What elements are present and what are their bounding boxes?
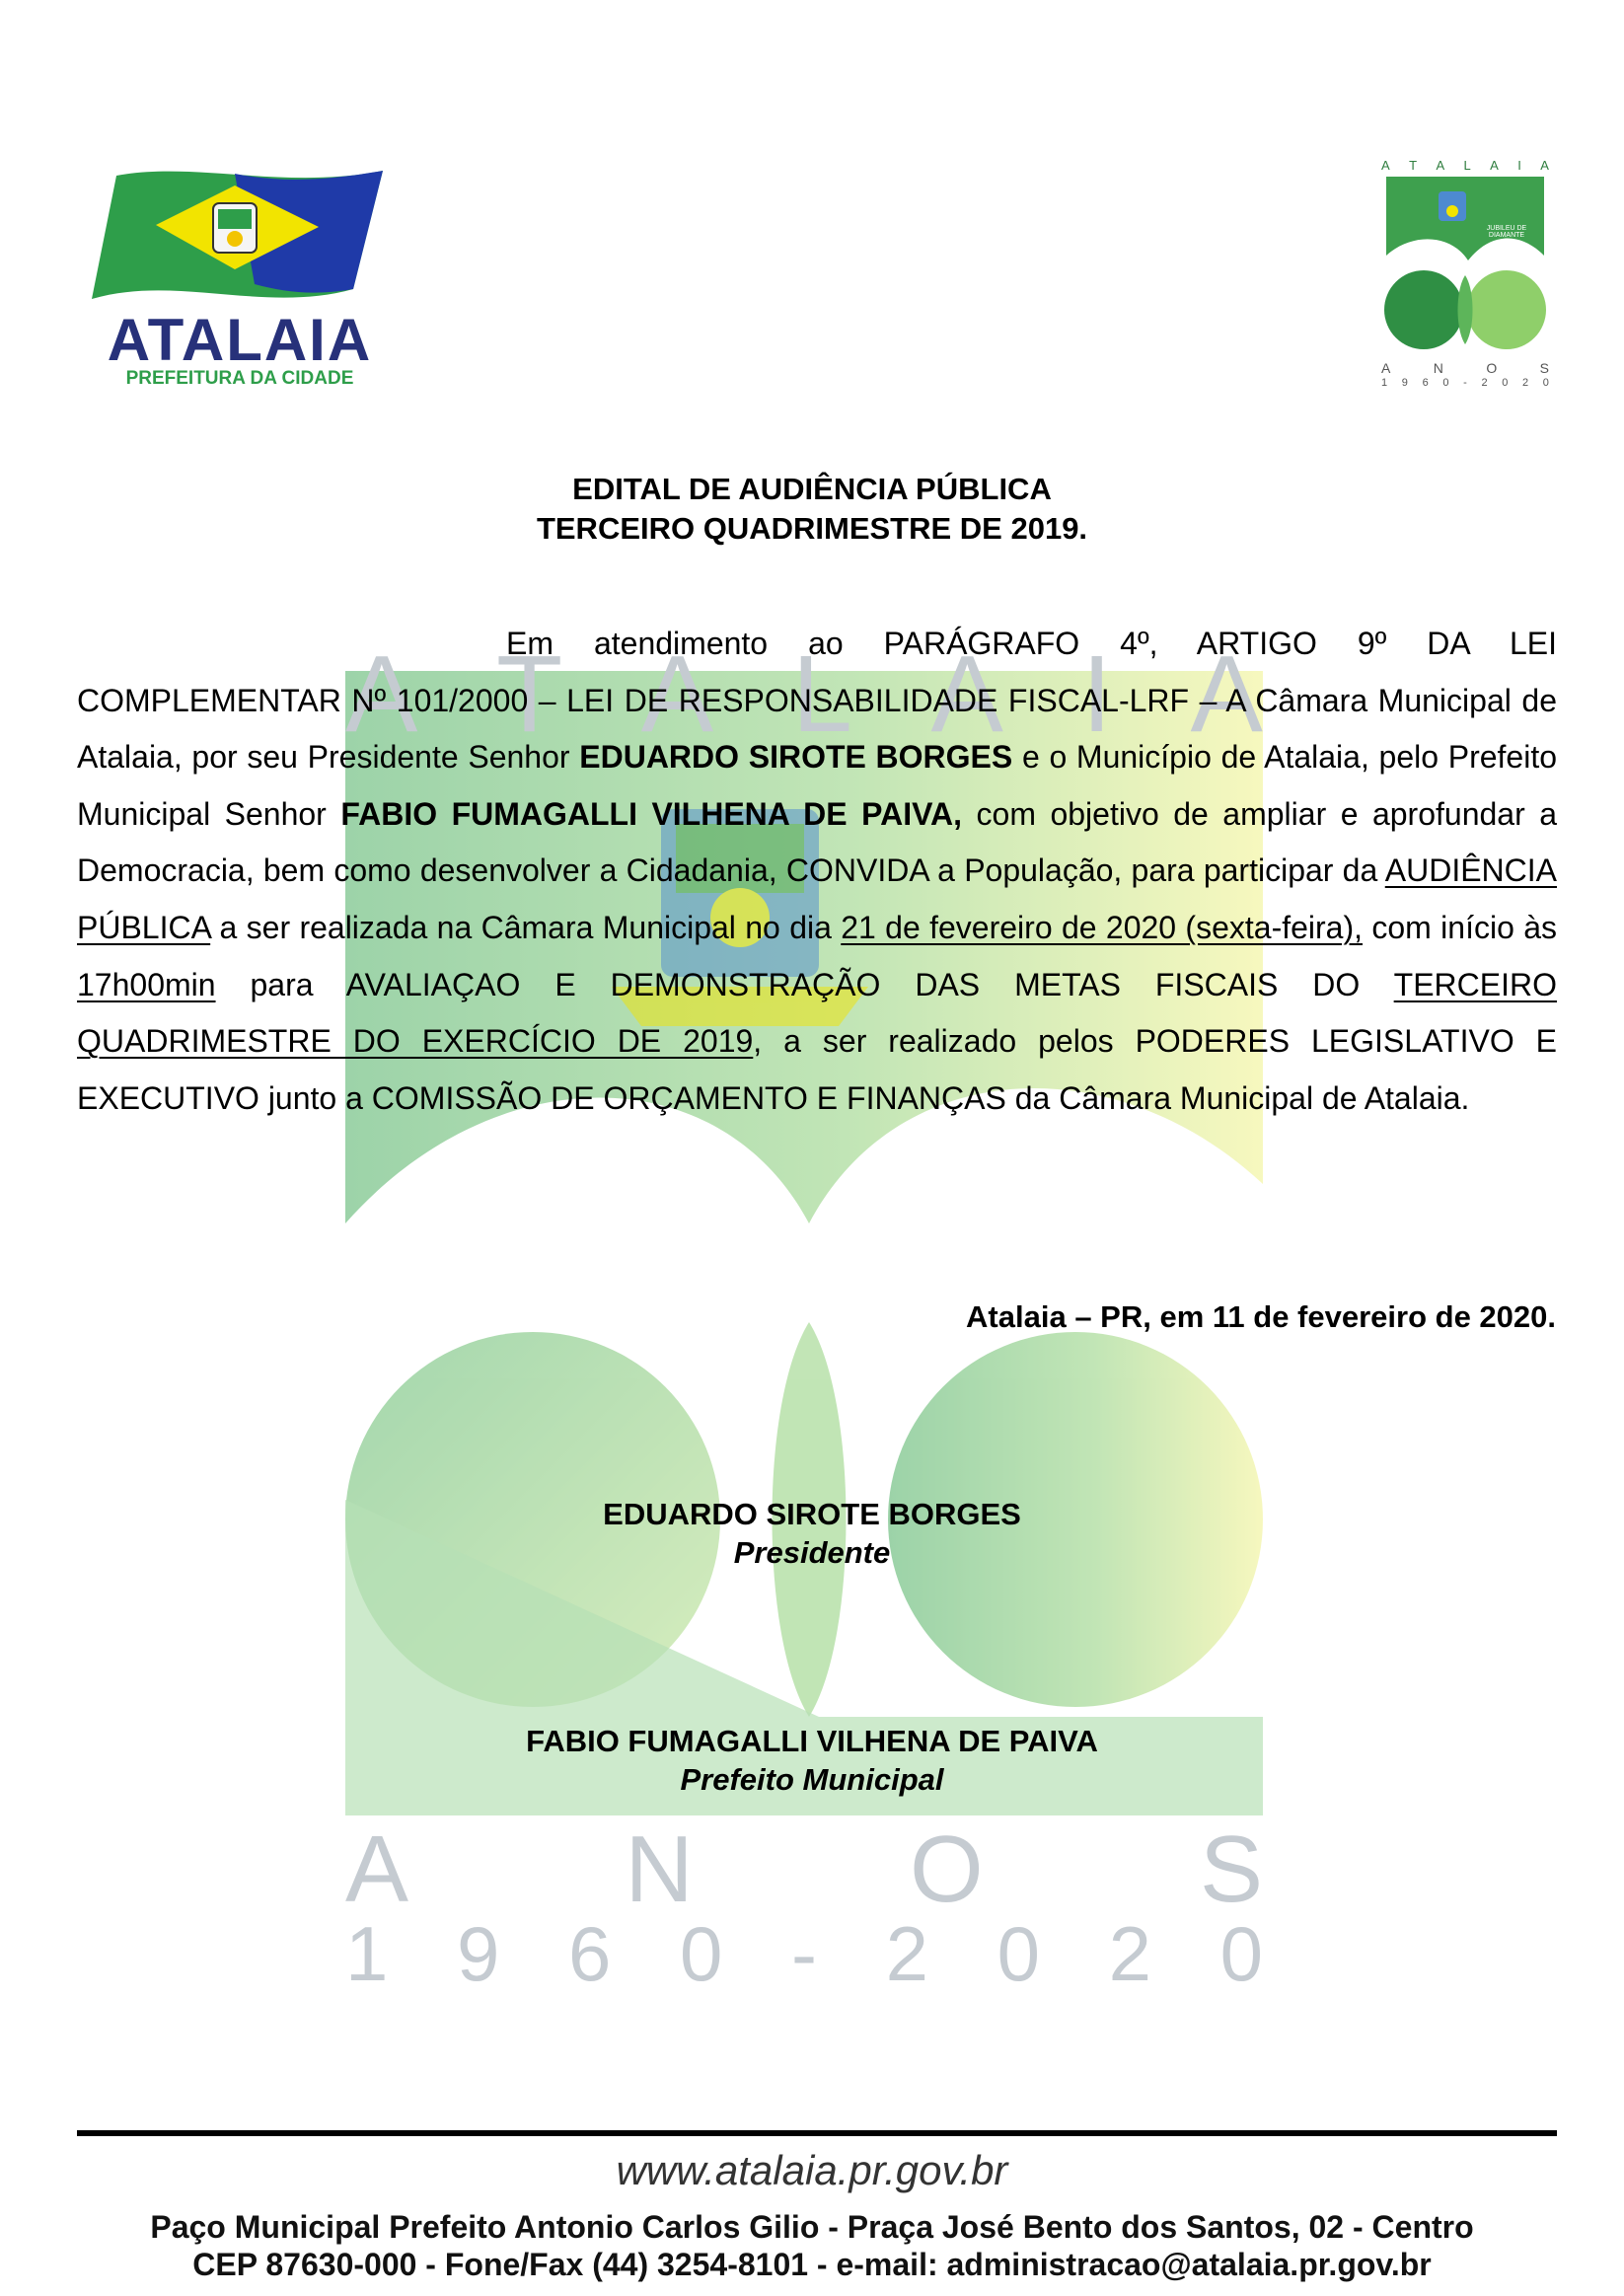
body-text-3: e o Município de Atalaia, pelo Prefeito Municipal Senhor [77, 739, 1558, 832]
anniversary-logo-top: A T A L A I A [1381, 158, 1549, 173]
hearing-date: 21 de fevereiro de 2020 (sexta-feira), [841, 909, 1364, 945]
footer-divider [77, 2130, 1557, 2136]
atalaia-prefeitura-logo [87, 166, 393, 393]
title-line-1: EDITAL DE AUDIÊNCIA PÚBLICA [572, 472, 1052, 506]
body-text-2: EDUARDO SIROTE BORGES [579, 739, 1013, 776]
body-text-4: FABIO FUMAGALLI VILHENA DE PAIVA, [340, 795, 963, 832]
footer-address-block [0, 2208, 1624, 2283]
watermark-letter: L [791, 633, 852, 755]
signature-name: FABIO FUMAGALLI VILHENA DE PAIVA [526, 1724, 1098, 1758]
notice-body [77, 616, 1557, 1127]
sixty-icon [1381, 172, 1549, 369]
watermark-letter: I [1081, 633, 1112, 755]
signature-mayor [0, 1722, 1624, 1799]
body-text-5: com objetivo de ampliar e aprofundar a Democracia, bem como desenvolver a Cidadania, CONVIDA a População, para participar da [77, 795, 1558, 889]
body-text-1: Em atendimento ao PARÁGRAFO 4º, ARTIGO 9º DA LEI COMPLEMENTAR Nº 101/2000 – LEI DE RESPONSABILIDADE FISCAL-LRF – A Câmara Municipal de Atalaia, por seu Presidente Senhor [77, 626, 1557, 776]
watermark-digit: 1 [345, 1910, 389, 1997]
signature-name: EDUARDO SIROTE BORGES [603, 1497, 1021, 1531]
anniversary-logo-years: 1 9 6 0 - 2 0 2 0 [1381, 377, 1549, 389]
watermark-digit: - [791, 1910, 817, 1997]
signature-president [0, 1495, 1624, 1572]
title-line-2: TERCEIRO QUADRIMESTRE DE 2019. [536, 511, 1088, 546]
footer-address: Paço Municipal Prefeito Antonio Carlos Gilio - Praça José Bento dos Santos, 02 - Centro [150, 2209, 1474, 2245]
footer-website: www.atalaia.pr.gov.br [616, 2147, 1008, 2193]
watermark-letter: S [1199, 1816, 1263, 1922]
logo-subtitle: PREFEITURA DA CIDADE [125, 368, 354, 389]
body-text-9: com início às [1363, 909, 1558, 945]
watermark-digit: 2 [1108, 1910, 1151, 1997]
body-text-7: a ser realizada na Câmara Municipal no dia [210, 909, 842, 945]
watermark-years [345, 1909, 1263, 1999]
watermark-digit: 0 [1219, 1910, 1263, 1997]
body-text-13: , a ser realizado pelos PODERES LEGISLATIVO E EXECUTIVO junto a COMISSÃO DE ORÇAMENTO E FINANÇAS da Câmara Municipal de Atalaia. [77, 1023, 1558, 1116]
logo-name: ATALAIA [107, 307, 373, 373]
watermark-digit: 2 [885, 1910, 928, 1997]
watermark-digit: 0 [680, 1910, 723, 1997]
hearing-time: 17h00min [77, 966, 216, 1002]
audiencia-publica-text: AUDIÊNCIA PÚBLICA [77, 852, 1557, 945]
watermark-anos [345, 1815, 1263, 1924]
watermark-letter: T [495, 633, 563, 755]
jubileu-text: JUBILEU DE DIAMANTE [1486, 225, 1527, 239]
anniversary-logo-anos: A N O S [1381, 360, 1549, 376]
period-text: TERCEIRO QUADRIMESTRE DO EXERCÍCIO DE 2019 [77, 966, 1557, 1060]
watermark-letter: N [625, 1816, 694, 1922]
footer-contact: CEP 87630-000 - Fone/Fax (44) 3254-8101 - e-mail: administracao@atalaia.pr.gov.br [192, 2247, 1432, 2282]
date-line: Atalaia – PR, em 11 de fevereiro de 2020. [966, 1299, 1556, 1334]
watermark-letter: A [1190, 633, 1263, 755]
watermark-letter: A [640, 633, 714, 755]
watermark-digit: 0 [997, 1910, 1040, 1997]
anniversary-logo [1381, 158, 1549, 395]
watermark-letter: O [909, 1816, 984, 1922]
document-title [0, 470, 1624, 549]
body-text-11: para AVALIAÇAO E DEMONSTRAÇÃO DAS METAS FISCAIS DO [215, 966, 1394, 1002]
watermark-digit: 9 [457, 1910, 500, 1997]
watermark-digit: 6 [568, 1910, 612, 1997]
watermark-letter: A [345, 1816, 409, 1922]
watermark-letter: A [930, 633, 1003, 755]
signature-role: Presidente [733, 1535, 891, 1570]
flag-icon [87, 166, 393, 314]
signature-role: Prefeito Municipal [680, 1762, 944, 1797]
watermark-letter: A [345, 633, 418, 755]
